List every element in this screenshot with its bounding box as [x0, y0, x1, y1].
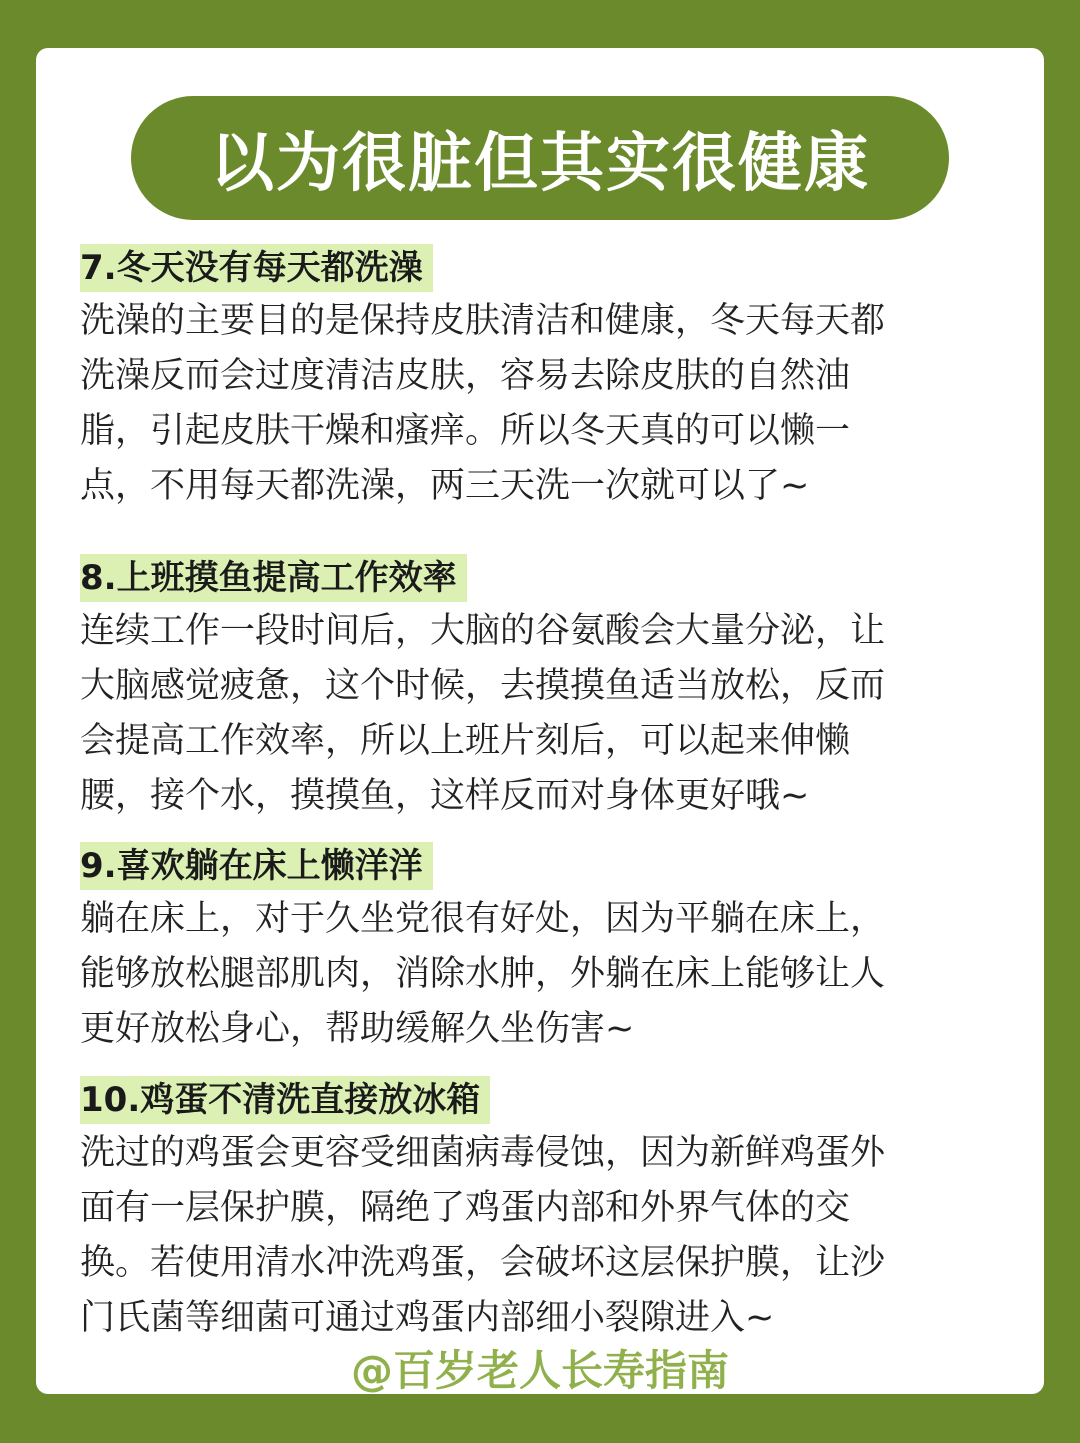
content-card	[36, 48, 1044, 1394]
body-line: 会提高工作效率，所以上班片刻后，可以起来伸懒	[80, 721, 851, 761]
page-title: 以为很脏但其实很健康	[210, 127, 870, 201]
body-line: 洗过的鸡蛋会更容受细菌病毒侵蚀，因为新鲜鸡蛋外	[80, 1133, 886, 1173]
section-heading-7: 7.冬天没有每天都洗澡	[80, 244, 433, 292]
body-line: 躺在床上，对于久坐党很有好处，因为平躺在床上，	[80, 899, 886, 939]
body-line: 腰，接个水，摸摸鱼，这样反而对身体更好哦~	[80, 776, 810, 816]
body-line: 连续工作一段时间后，大脑的谷氨酸会大量分泌，让	[80, 611, 886, 651]
body-line: 面有一层保护膜，隔绝了鸡蛋内部和外界气体的交	[80, 1188, 851, 1228]
body-line: 更好放松身心，帮助缓解久坐伤害~	[80, 1009, 635, 1049]
section-body-10	[80, 1126, 985, 1346]
section-body-8	[80, 604, 985, 824]
section-body-9	[80, 892, 985, 1057]
body-line: 门氏菌等细菌可通过鸡蛋内部细小裂隙进入~	[80, 1298, 775, 1338]
body-line: 脂，引起皮肤干燥和瘙痒。所以冬天真的可以懒一	[80, 411, 851, 451]
body-line: 点，不用每天都洗澡，两三天洗一次就可以了~	[80, 466, 810, 506]
body-line: 洗澡反而会过度清洁皮肤，容易去除皮肤的自然油	[80, 356, 851, 396]
body-line: 洗澡的主要目的是保持皮肤清洁和健康，冬天每天都	[80, 301, 886, 341]
author-watermark: @百岁老人长寿指南	[350, 1346, 729, 1395]
section-heading-8: 8.上班摸鱼提高工作效率	[80, 554, 467, 602]
section-heading-10: 10.鸡蛋不清洗直接放冰箱	[80, 1076, 490, 1124]
body-line: 换。若使用清水冲洗鸡蛋，会破坏这层保护膜，让沙	[80, 1243, 886, 1283]
section-heading-9: 9.喜欢躺在床上懒洋洋	[80, 842, 433, 890]
body-line: 大脑感觉疲惫，这个时候，去摸摸鱼适当放松，反而	[80, 666, 886, 706]
title-banner	[131, 96, 949, 220]
body-line: 能够放松腿部肌肉，消除水肿，外躺在床上能够让人	[80, 954, 886, 994]
section-body-7	[80, 294, 985, 514]
